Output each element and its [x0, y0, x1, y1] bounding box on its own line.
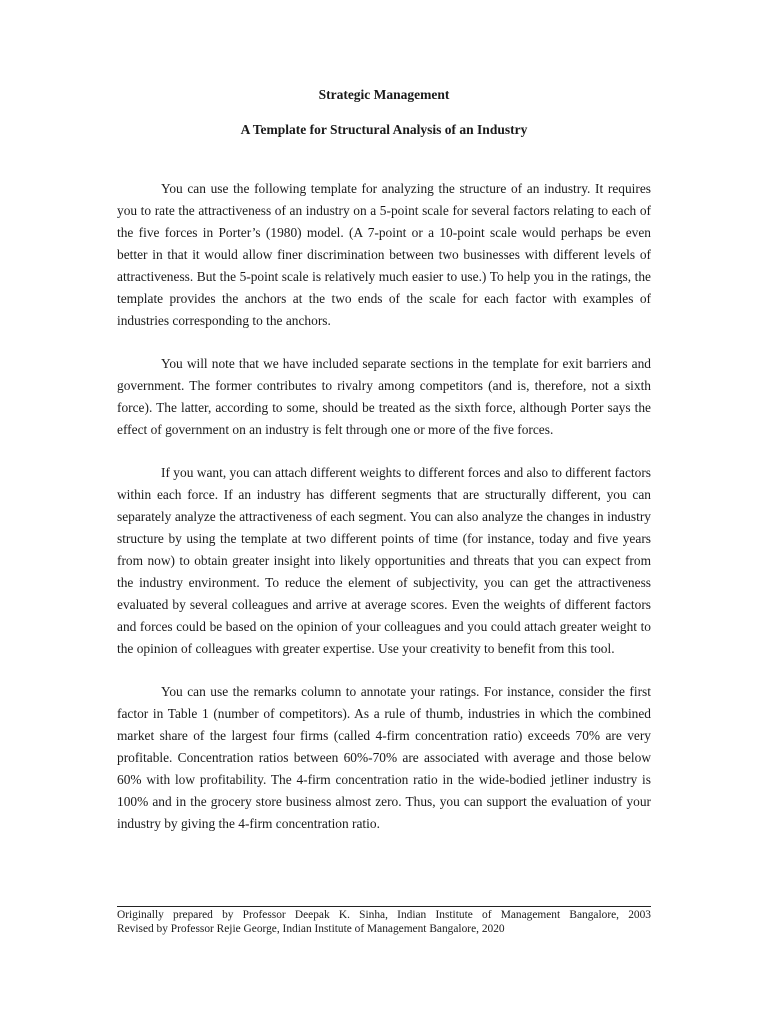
paragraph-3: If you want, you can attach different weights to different forces and also to different factors within each force. If an industry has different segments that are structurally different, you can separately analyze the attractiveness of each segment. You can also analyze the changes in industry structure by using the template at two different points of time (for instance, today and five years from now) to obtain greater insight into likely opportunities and threats that you can expect from the industry environment. To reduce the element of subjectivity, you can get the attractiveness evaluated by several colleagues and arrive at average scores. Even the weights of different factors and forces could be based on the opinion of your colleagues and you could attach greater weight to the opinion of colleagues with greater expertise. Use your creativity to benefit from this tool. — [117, 465, 651, 656]
paragraph-2: You will note that we have included separate sections in the template for exit barriers and government. The former contributes to rivalry among competitors (and is, therefore, not a sixth force). The latter, according to some, should be treated as the sixth force, although Porter says the effect of government on an industry is felt through one or more of the five forces. — [117, 356, 651, 437]
document-body — [117, 178, 651, 856]
paragraph-4: You can use the remarks column to annotate your ratings. For instance, consider the first factor in Table 1 (number of competitors). As a rule of thumb, industries in which the combined market share of the largest four firms (called 4-firm concentration ratio) exceeds 70% are very profitable. Concentration ratios between 60%-70% are associated with average and those below 60% with low profitability. The 4-firm concentration ratio in the wide-bodied jetliner industry is 100% and in the grocery store business almost zero. Thus, you can support the evaluation of your industry by giving the 4-firm concentration ratio. — [117, 684, 651, 831]
course-title: Strategic Management — [318, 87, 450, 102]
footer-revised-credit: Revised by Professor Rejie George, Indian Institute of Management Bangalore, 2020 — [117, 923, 505, 935]
footer-original-credit: Originally prepared by Professor Deepak K. Sinha, Indian Institute of Management Bangalore, 2003 — [117, 909, 651, 921]
paragraph-1: You can use the following template for analyzing the structure of an industry. It requires you to rate the attractiveness of an industry on a 5-point scale for several factors relating to each of the five forces in Porter’s (1980) model. (A 7-point or a 10-point scale would perhaps be even better in that it would allow finer discrimination between two businesses with different levels of attractiveness. But the 5-point scale is relatively much easier to use.) To help you in the ratings, the template provides the anchors at the two ends of the scale for each factor with examples of industries corresponding to the anchors. — [117, 181, 651, 328]
document-title: A Template for Structural Analysis of an Industry — [240, 122, 528, 137]
footer-notes — [117, 906, 651, 936]
